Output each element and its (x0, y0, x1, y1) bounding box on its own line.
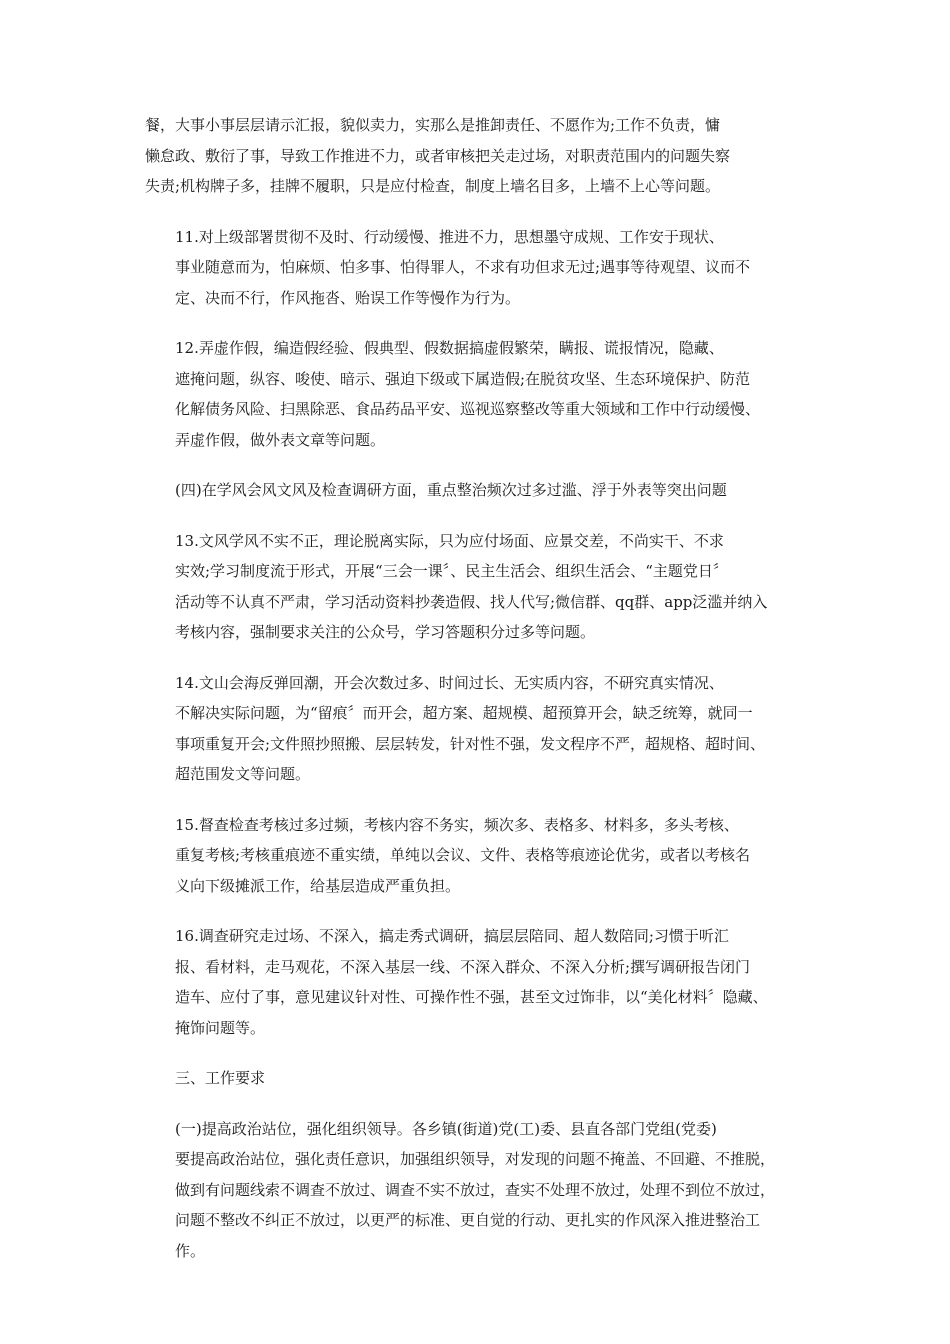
text-line: 事业随意而为，怕麻烦、怕多事、怕得罪人，不求有功但求无过;遇事等待观望、议而不 (175, 258, 751, 276)
text-line: 餐，大事小事层层请示汇报，貌似卖力，实那么是推卸责任、不愿作为;工作不负责，慵 (145, 116, 721, 134)
text-line: 事项重复开会;文件照抄照搬、层层转发，针对性不强，发文程序不严，超规格、超时间、 (175, 734, 766, 753)
text-line: 做到有问题线索不调查不放过、调查不实不放过，查实不处理不放过，处理不到位不放过， (175, 1180, 776, 1199)
paragraph-p-continued (145, 110, 805, 202)
text-line: 作。 (175, 1241, 206, 1260)
text-line: (一)提高政治站位，强化组织领导。各乡镇(街道)党(工)委、县直各部门党组(党委) (175, 1119, 717, 1138)
text-line: 掩饰问题等。 (175, 1018, 266, 1037)
text-line: 13.文风学风不实不正，理论脱离实际，只为应付场面、应景交差，不尚实干、不求 (175, 531, 724, 550)
paragraph-p-11 (145, 222, 805, 314)
text-line: 化解债务风险、扫黑除恶、食品药品平安、巡视巡察整改等重大领域和工作中行动缓慢、 (175, 400, 761, 418)
text-line: 三、工作要求 (175, 1069, 266, 1087)
text-line: 14.文山会海反弹回潮，开会次数过多、时间过长、无实质内容，不研究真实情况、 (175, 673, 724, 692)
text-line: 考核内容，强制要求关注的公众号，学习答题积分过多等问题。 (175, 623, 596, 641)
paragraph-p-req-1 (145, 1114, 805, 1267)
text-line: 遮掩问题，纵容、唆使、暗示、强迫下级或下属造假;在脱贫攻坚、生态环境保护、防范 (175, 369, 751, 388)
text-line: 失责;机构牌子多，挂牌不履职，只是应付检查，制度上墙名目多，上墙不上心等问题。 (145, 177, 721, 195)
paragraph-p-14 (145, 668, 805, 790)
text-line: 超范围发文等问题。 (175, 765, 311, 783)
paragraph-p-section-3 (145, 1063, 805, 1094)
text-line: 实效;学习制度流于形式，开展“三会一课〞、民主生活会、组织生活会、“主题党日〞 (175, 562, 728, 580)
paragraph-p-16 (145, 921, 805, 1043)
text-line: 15.督查检查考核过多过频，考核内容不务实，频次多、表格多、材料多，多头考核、 (175, 815, 739, 834)
paragraph-p-section-4 (145, 475, 805, 506)
text-line: 造车、应付了事，意见建议针对性、可操作性不强，甚至文过饰非，以“美化材料〞隐藏、 (175, 988, 768, 1006)
paragraph-p-13 (145, 526, 805, 648)
text-line: 义向下级摊派工作，给基层造成严重负担。 (175, 876, 461, 895)
text-line: 懒怠政、敷衍了事，导致工作推进不力，或者审核把关走过场，对职责范围内的问题失察 (145, 146, 731, 165)
text-line: 活动等不认真不严肃，学习活动资料抄袭造假、找人代写;微信群、qq群、app泛滥并纳入 (175, 592, 768, 611)
paragraph-p-12 (145, 333, 805, 455)
text-line: 16.调查研究走过场、不深入，搞走秀式调研，搞层层陪同、超人数陪同;习惯于听汇 (175, 927, 729, 945)
text-line: 11.对上级部署贯彻不及时、行动缓慢、推进不力，思想墨守成规、工作安于现状、 (175, 227, 724, 246)
text-line: 重复考核;考核重痕迹不重实绩，单纯以会议、文件、表格等痕迹论优劣，或者以考核名 (175, 846, 751, 864)
text-line: (四)在学风会风文风及检查调研方面，重点整治频次过多过滥、浮于外表等突出问题 (175, 481, 727, 499)
text-line: 定、决而不行，作风拖沓、贻误工作等慢作为行为。 (175, 288, 521, 307)
text-line: 报、看材料，走马观花，不深入基层一线、不深入群众、不深入分析;撰写调研报告闭门 (175, 957, 751, 976)
text-line: 不解决实际问题，为“留痕〞而开会，超方案、超规模、超预算开会，缺乏统筹，就同一 (175, 704, 753, 722)
text-line: 要提高政治站位，强化责任意识，加强组织领导，对发现的问题不掩盖、不回避、不推脱， (175, 1150, 776, 1168)
text-line: 问题不整改不纠正不放过，以更严的标准、更自觉的行动、更扎实的作风深入推进整治工 (175, 1211, 761, 1229)
text-line: 弄虚作假，做外表文章等问题。 (175, 430, 386, 449)
paragraph-p-15 (145, 810, 805, 902)
text-line: 12.弄虚作假，编造假经验、假典型、假数据搞虚假繁荣，瞒报、谎报情况，隐藏、 (175, 339, 724, 357)
document-page (145, 110, 805, 1286)
